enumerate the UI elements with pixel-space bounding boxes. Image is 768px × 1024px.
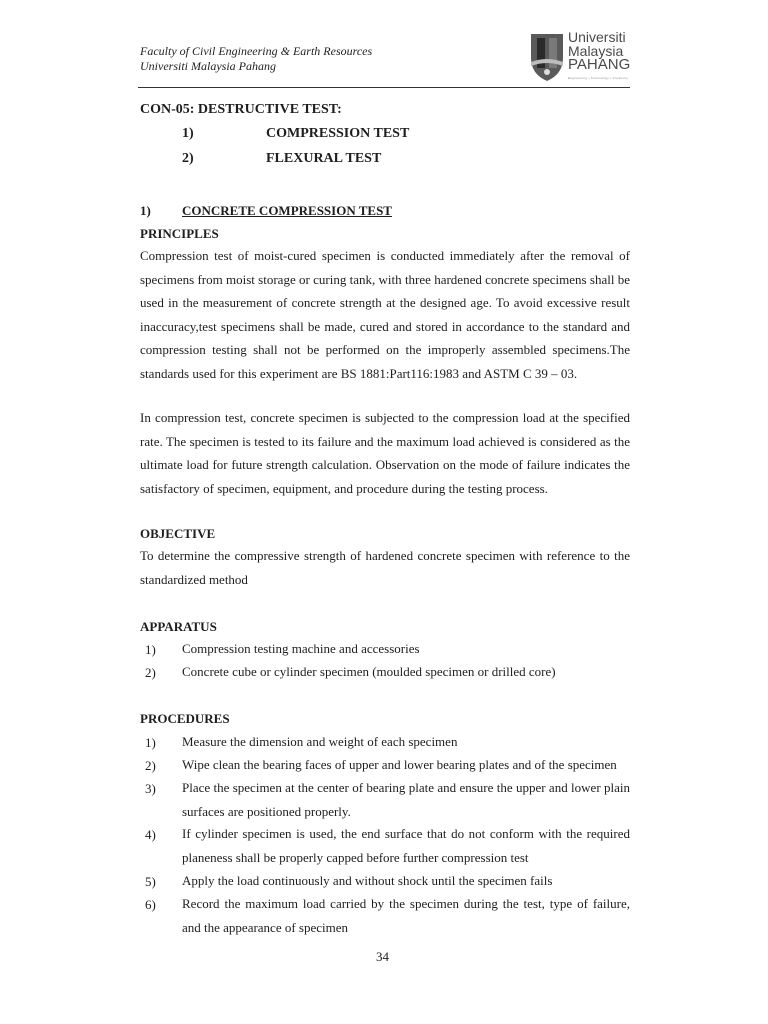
page-header (140, 44, 372, 74)
header-divider (138, 87, 630, 88)
procedure-4: If cylinder specimen is used, the end surface that do not conform with the required planeness shall be properly capped before further compression test (182, 826, 630, 865)
principles-heading: PRINCIPLES (140, 226, 219, 241)
procedure-2-number: 2) (145, 758, 156, 773)
logo-wordmark (568, 30, 630, 72)
title-item-2-label: FLEXURAL TEST (266, 151, 382, 166)
procedure-1: Measure the dimension and weight of each specimen (182, 734, 458, 749)
apparatus-item-1: Compression testing machine and accessories (182, 641, 420, 656)
objective-heading: OBJECTIVE (140, 526, 216, 541)
procedure-6: Record the maximum load carried by the specimen during the test, type of failure, and the appearance of specimen (182, 896, 630, 935)
apparatus-item-1-number: 1) (145, 642, 156, 657)
procedure-4-number: 4) (145, 827, 156, 842)
logo-line-3: PAHANG (568, 56, 631, 73)
principles-paragraph-1: Compression test of moist-cured specimen is conducted immediately after the removal of specimens from moist storage or curing tank, with three hardened concrete specimens shall be used in the measurement of concrete strength at the designed age. To avoid excessive result inaccuracy,test specimens shall be made, cured and stored in accordance to the standard and compression testing shall not be performed on the improperly assembled specimens.The standards used for this experiment are BS 1881:Part116:1983 and ASTM C 39 – 03. (140, 248, 630, 381)
section-number: 1) (140, 203, 151, 218)
apparatus-item-2: Concrete cube or cylinder specimen (moulded specimen or drilled core) (182, 664, 556, 679)
procedure-5-number: 5) (145, 874, 156, 889)
university-logo (528, 30, 644, 86)
logo-tagline: Engineering • Technology • Creativity (568, 76, 629, 80)
title-item-1-number: 1) (182, 126, 194, 141)
faculty-name: Faculty of Civil Engineering & Earth Resources (140, 44, 373, 58)
university-name: Universiti Malaysia Pahang (140, 59, 276, 73)
logo-line-1: Universiti (568, 29, 626, 45)
title-item-1-label: COMPRESSION TEST (266, 126, 410, 141)
crest-icon (528, 32, 566, 82)
section-heading: CONCRETE COMPRESSION TEST (182, 203, 392, 218)
procedure-6-number: 6) (145, 897, 156, 912)
page-number: 34 (376, 949, 389, 964)
procedure-2: Wipe clean the bearing faces of upper and lower bearing plates and of the specimen (182, 757, 617, 772)
procedure-3-number: 3) (145, 781, 156, 796)
principles-paragraph-2: In compression test, concrete specimen is subjected to the compression load at the specified rate. The specimen is tested to its failure and the maximum load achieved is considered as the ultimate load for future strength calculation. Observation on the mode of failure indicates the satisfactory of specimen, equipment, and procedure during the testing process. (140, 410, 630, 496)
procedure-5: Apply the load continuously and without shock until the specimen fails (182, 873, 553, 888)
procedure-1-number: 1) (145, 735, 156, 750)
apparatus-heading: APPARATUS (140, 619, 217, 634)
procedures-heading: PROCEDURES (140, 711, 230, 726)
procedure-3: Place the specimen at the center of bearing plate and ensure the upper and lower plain surfaces are positioned properly. (182, 780, 630, 819)
logo-line-2: Malaysia (568, 43, 624, 59)
objective-text: To determine the compressive strength of hardened concrete specimen with reference to the standardized method (140, 548, 630, 587)
apparatus-item-2-number: 2) (145, 665, 156, 680)
page-title: CON-05: DESTRUCTIVE TEST: (140, 102, 342, 117)
title-item-2-number: 2) (182, 151, 194, 166)
